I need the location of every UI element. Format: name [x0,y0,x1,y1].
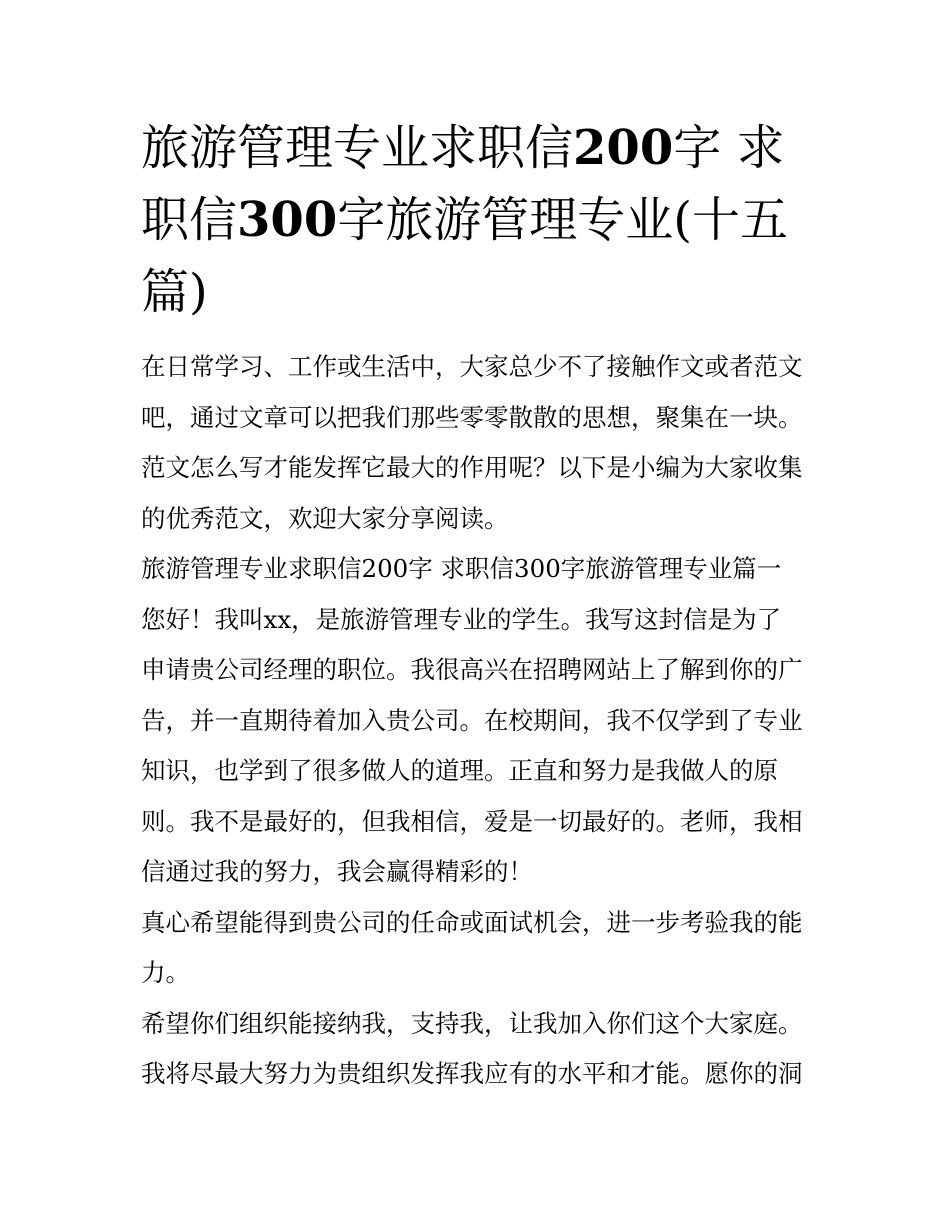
body-line: 告，并一直期待着加入贵公司。在校期间，我不仅学到了专业 [141,705,803,735]
body-line: 真心希望能得到贵公司的任命或面试机会，进一步考验我的能 [141,907,803,937]
title-number: 300 [237,192,338,248]
body-line: 信通过我的努力，我会赢得精彩的！ [141,857,533,886]
title-number: 200 [573,120,674,176]
body-line: 您好！我叫xx，是旅游管理专业的学生。我写这封信是为了 [141,604,782,634]
document-title [141,112,816,328]
document-content [141,112,816,1100]
body-line: 申请贵公司经理的职位。我很高兴在招聘网站上了解到你的广 [141,655,803,684]
body-line: 力。 [141,958,190,987]
section-heading-line: 旅游管理专业求职信200字 求职信300字旅游管理专业篇一 [141,554,782,583]
body-line: 希望你们组织能接纳我，支持我，让我加入你们这个大家庭。 [141,1008,803,1038]
title-line: 旅游管理专业求职信200字 求 [141,120,785,176]
body-line: 的优秀范文，欢迎大家分享阅读。 [141,503,509,533]
body-line: 我将尽最大努力为贵组织发挥我应有的水平和才能。愿你的洞 [141,1059,803,1088]
body-line: 范文怎么写才能发挥它最大的作用呢？以下是小编为大家收集 [141,453,803,482]
document-body [141,342,816,1100]
body-line: 知识，也学到了很多做人的道理。正直和努力是我做人的原 [141,756,778,785]
body-line: 则。我不是最好的，但我相信，爱是一切最好的。老师，我相 [141,806,803,836]
title-line: 篇) [141,264,208,320]
body-line: 吧，通过文章可以把我们那些零零散散的思想，聚集在一块。 [141,402,803,432]
title-line: 职信300字旅游管理专业(十五 [141,192,788,248]
body-line: 在日常学习、工作或生活中，大家总少不了接触作文或者范文 [141,352,803,381]
